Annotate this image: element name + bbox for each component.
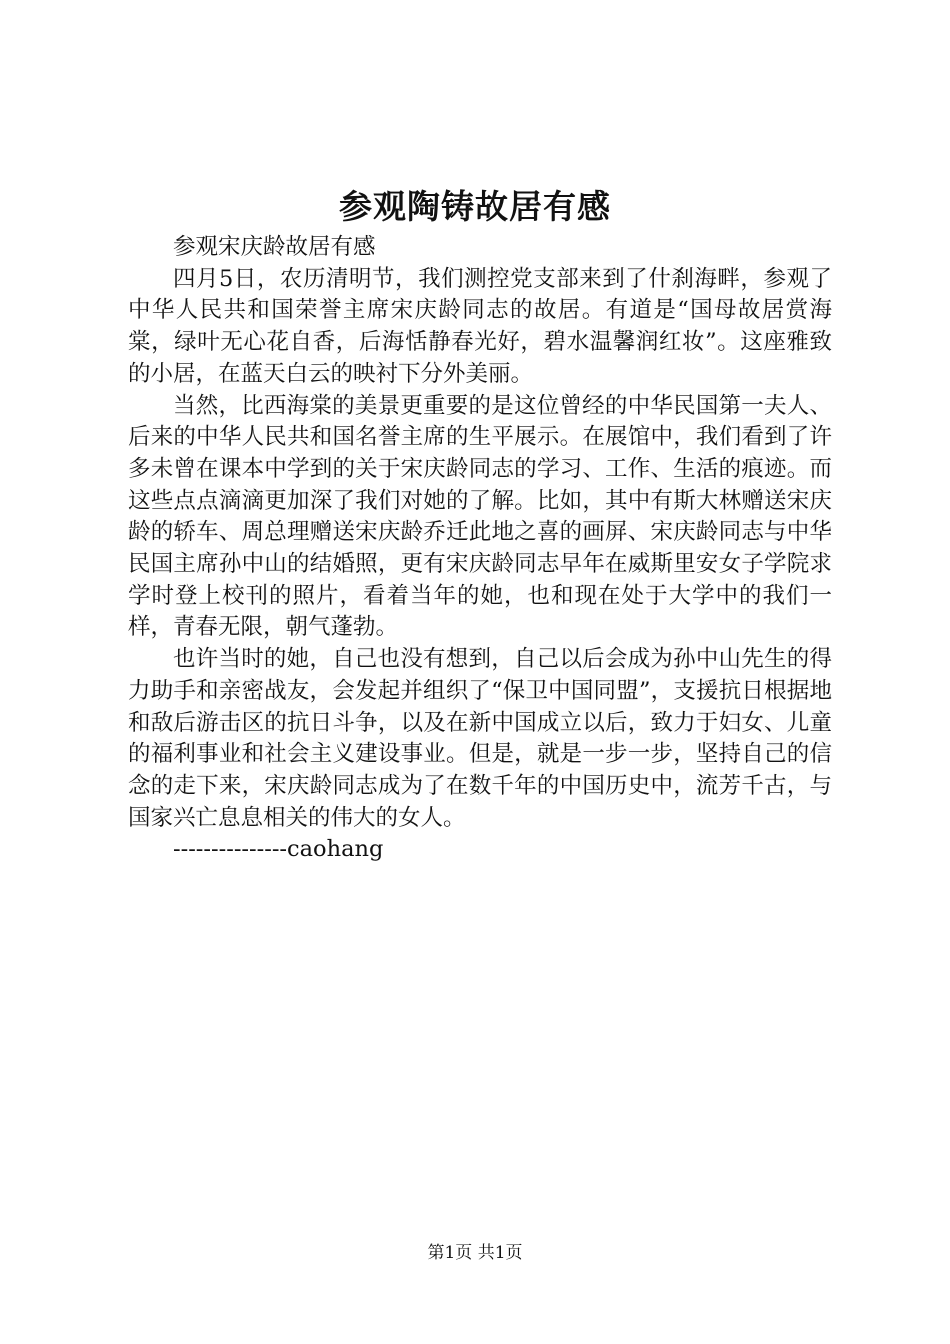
body-paragraph: 四月5日，农历清明节，我们测控党支部来到了什刹海畔，参观了中华人民共和国荣誉主席宋庆龄同志的故居。有道是“国母故居赏海棠，绿叶无心花自香，后海恬静春光好，碧水温馨润红妆”。这座雅致的小居，在蓝天白云的映衬下分外美丽。: [128, 265, 832, 387]
document-body: [128, 232, 832, 866]
body-paragraph: 当然，比西海棠的美景更重要的是这位曾经的中华民国第一夫人、后来的中华人民共和国名誉主席的生平展示。在展馆中，我们看到了许多未曾在课本中学到的关于宋庆龄同志的学习、工作、生活的痕迹。而这些点点滴滴更加深了我们对她的了解。比如，其中有斯大林赠送宋庆龄的轿车、周总理赠送宋庆龄乔迁此地之喜的画屏、宋庆龄同志与中华民国主席孙中山的结婚照，更有宋庆龄同志早年在威斯里安女子学院求学时登上校刊的照片，看着当年的她，也和现在处于大学中的我们一样，青春无限，朝气蓬勃。: [128, 392, 832, 641]
author-signature-line: ---------------caohang: [173, 836, 384, 863]
page-footer: 第1页 共1页: [427, 1243, 523, 1263]
body-paragraph: 也许当时的她，自己也没有想到，自己以后会成为孙中山先生的得力助手和亲密战友，会发起并组织了“保卫中国同盟”，支援抗日根据地和敌后游击区的抗日斗争，以及在新中国成立以后，致力于妇女、儿童的福利事业和社会主义建设事业。但是，就是一步一步，坚持自己的信念的走下来，宋庆龄同志成为了在数千年的中国历史中，流芳千古，与国家兴亡息息相关的伟大的女人。: [128, 646, 832, 831]
document-title: 参观陶铸故居有感: [339, 187, 611, 226]
body-paragraph-subtitle: 参观宋庆龄故居有感: [173, 234, 376, 260]
